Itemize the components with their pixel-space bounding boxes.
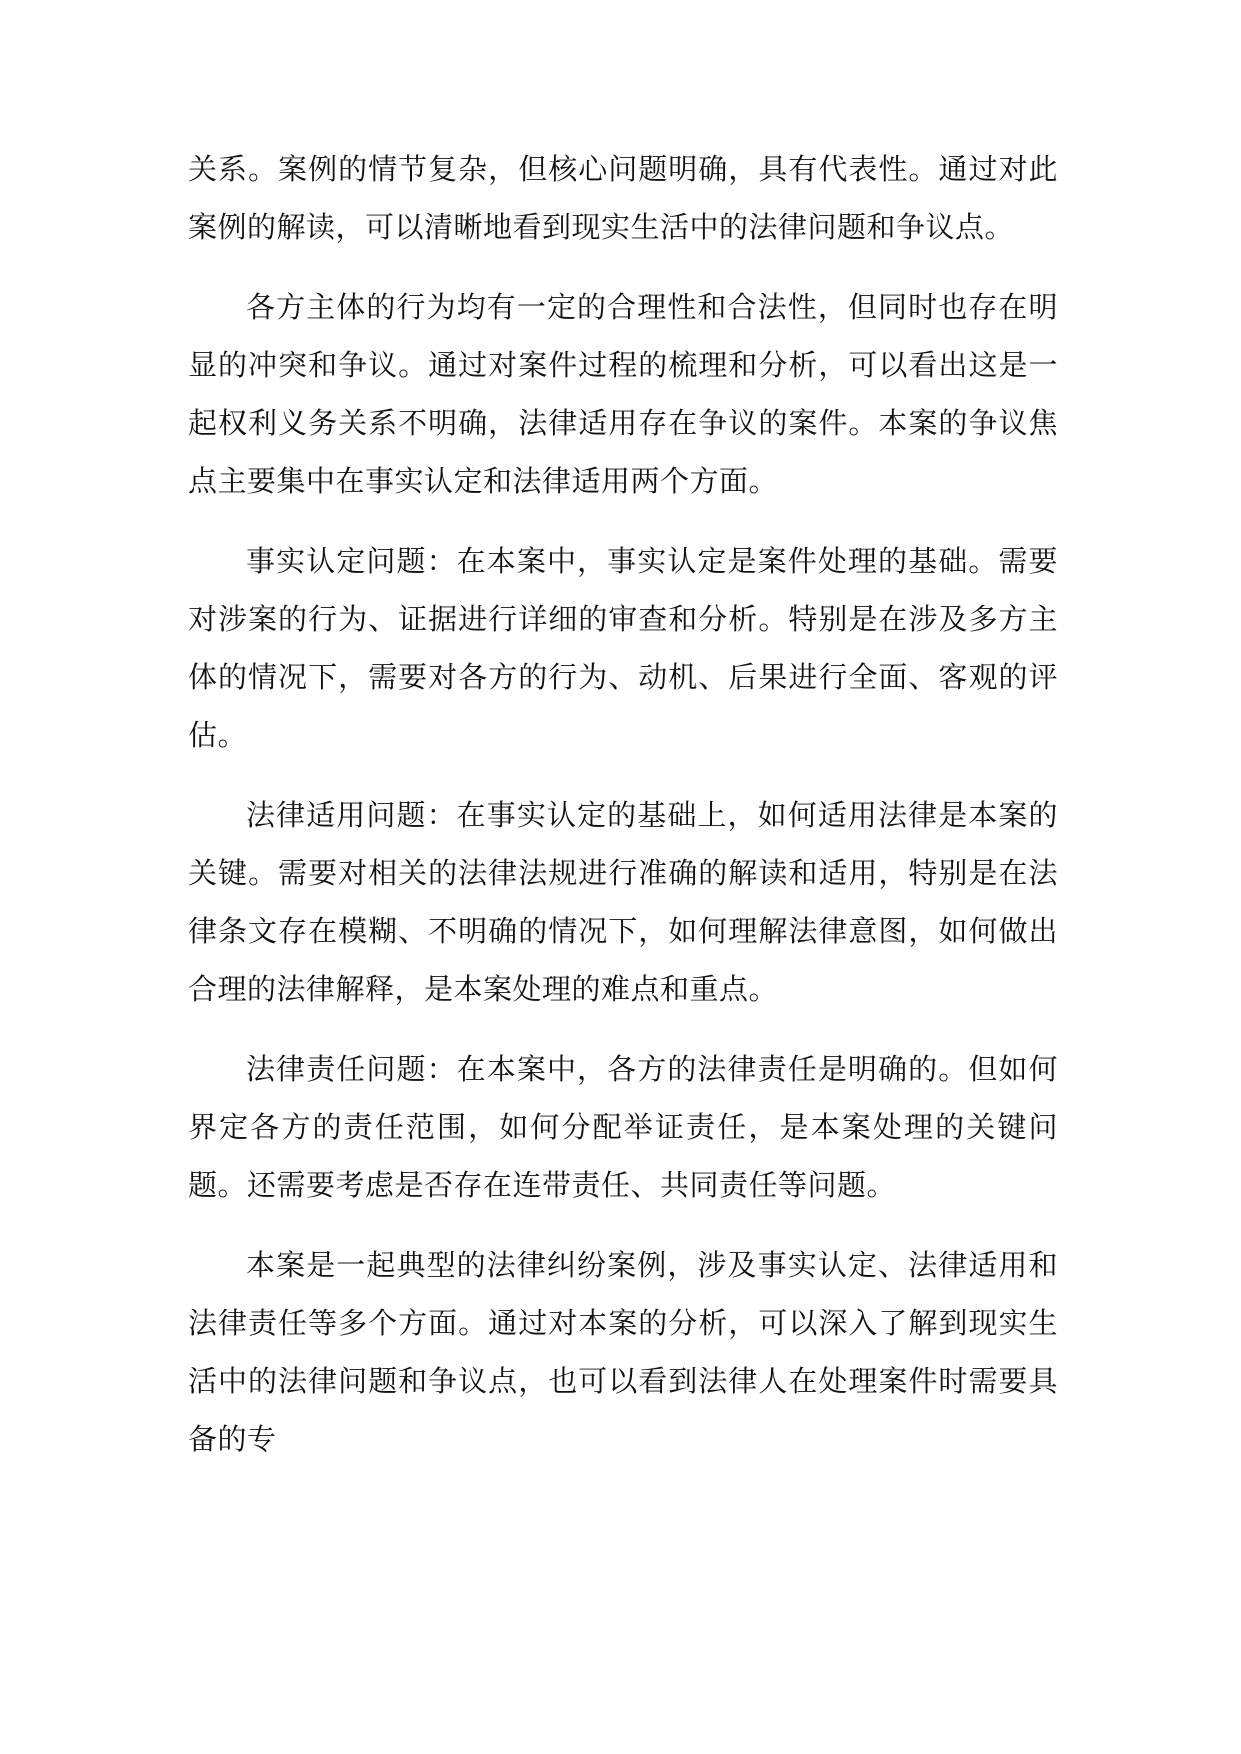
paragraph-continuation: 关系。案例的情节复杂，但核心问题明确，具有代表性。通过对此案例的解读，可以清晰地看到现实生活中的法律问题和争议点。 (188, 152, 1058, 244)
paragraph-legal-liability: 法律责任问题：在本案中，各方的法律责任是明确的。但如何界定各方的责任范围，如何分配举证责任，是本案处理的关键问题。还需要考虑是否存在连带责任、共同责任等问题。 (188, 1052, 1058, 1202)
document-body (188, 140, 1058, 1468)
paragraph-fact-finding: 事实认定问题：在本案中，事实认定是案件处理的基础。需要对涉案的行为、证据进行详细的审查和分析。特别是在涉及多方主体的情况下，需要对各方的行为、动机、后果进行全面、客观的评估。 (188, 544, 1058, 752)
paragraph-parties-conduct: 各方主体的行为均有一定的合理性和合法性，但同时也存在明显的冲突和争议。通过对案件过程的梳理和分析，可以看出这是一起权利义务关系不明确，法律适用存在争议的案件。本案的争议焦点主要集中在事实认定和法律适用两个方面。 (188, 290, 1058, 498)
paragraph-law-application: 法律适用问题：在事实认定的基础上，如何适用法律是本案的关键。需要对相关的法律法规进行准确的解读和适用，特别是在法律条文存在模糊、不明确的情况下，如何理解法律意图，如何做出合理的法律解释，是本案处理的难点和重点。 (188, 798, 1058, 1006)
paragraph-summary: 本案是一起典型的法律纠纷案例，涉及事实认定、法律适用和法律责任等多个方面。通过对本案的分析，可以深入了解到现实生活中的法律问题和争议点，也可以看到法律人在处理案件时需要具备的专 (188, 1248, 1058, 1456)
